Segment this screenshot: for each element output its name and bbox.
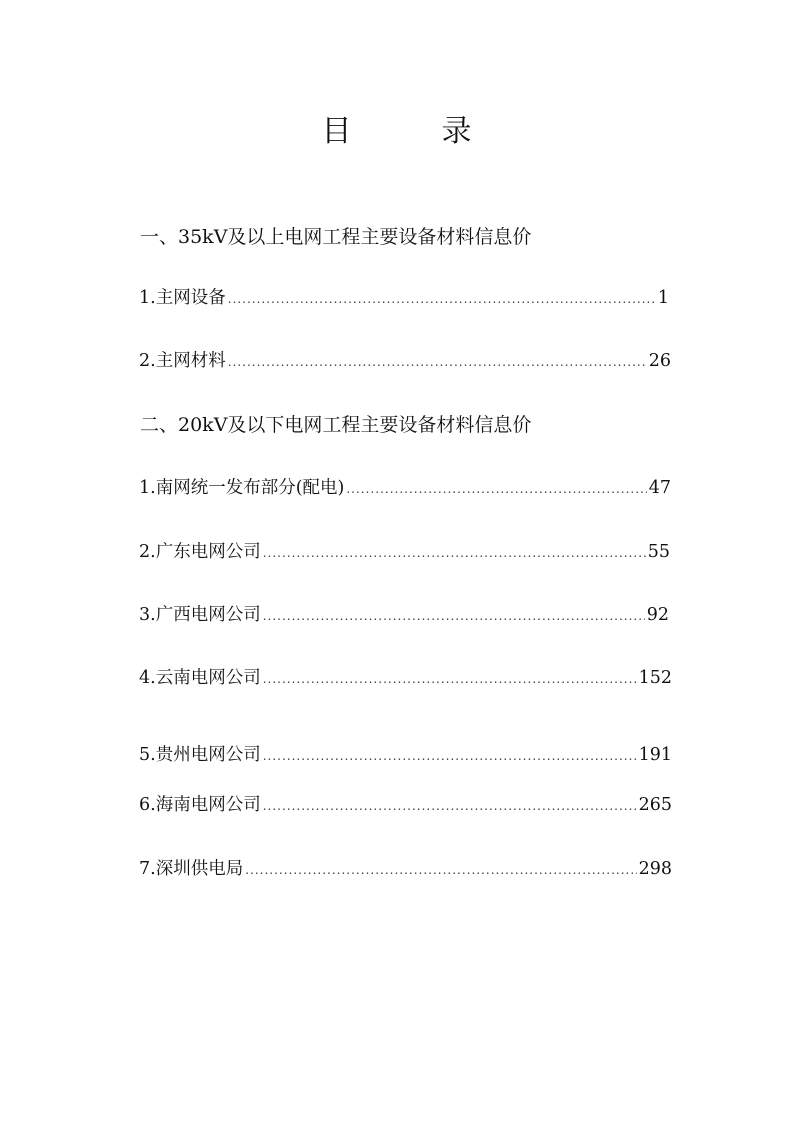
toc-entry-csg-unified[interactable] — [139, 475, 671, 502]
toc-entry-main-materials[interactable] — [139, 348, 671, 375]
toc-entry-label: 2.广东电网公司 — [139, 542, 261, 562]
page-title: 目 录 — [321, 114, 502, 149]
toc-page-number: 55 — [647, 542, 670, 562]
dot-leader — [228, 286, 656, 312]
dot-leader — [245, 857, 636, 883]
toc-entry-yunnan[interactable] — [139, 665, 672, 692]
toc-entry-label: 3.广西电网公司 — [139, 605, 261, 625]
toc-entry-guangdong[interactable] — [139, 539, 670, 566]
toc-page-number: 298 — [638, 859, 672, 879]
toc-entry-label: 7.深圳供电局 — [139, 859, 244, 879]
toc-page-number: 152 — [638, 668, 672, 688]
toc-entry-label: 4.云南电网公司 — [139, 668, 261, 688]
toc-entry-label: 1.南网统一发布部分(配电) — [139, 478, 345, 498]
toc-entry-label: 6.海南电网公司 — [139, 795, 261, 815]
toc-entry-guangxi[interactable] — [139, 602, 669, 629]
dot-leader — [346, 476, 646, 502]
toc-page-number: 191 — [638, 745, 672, 765]
toc-entry-shenzhen[interactable] — [139, 856, 672, 883]
dot-leader — [263, 666, 637, 692]
section-heading-2: 二、20kV及以下电网工程主要设备材料信息价 — [140, 414, 532, 436]
toc-entry-label: 5.贵州电网公司 — [139, 745, 261, 765]
toc-page-number: 265 — [638, 795, 672, 815]
dot-leader — [263, 603, 645, 629]
dot-leader — [263, 793, 637, 819]
toc-entry-guizhou[interactable] — [139, 742, 672, 769]
toc-page-number: 47 — [648, 478, 671, 498]
toc-entry-label: 2.主网材料 — [139, 351, 226, 371]
toc-page-number: 26 — [648, 351, 671, 371]
dot-leader — [228, 349, 647, 375]
toc-entry-label: 1.主网设备 — [139, 288, 226, 308]
dot-leader — [263, 540, 646, 566]
toc-entry-main-equipment[interactable] — [139, 285, 669, 312]
toc-page-number: 1 — [657, 288, 669, 308]
dot-leader — [263, 743, 637, 769]
toc-page-number: 92 — [646, 605, 669, 625]
section-heading-1: 一、35kV及以上电网工程主要设备材料信息价 — [140, 226, 532, 248]
toc-entry-hainan[interactable] — [139, 792, 672, 819]
